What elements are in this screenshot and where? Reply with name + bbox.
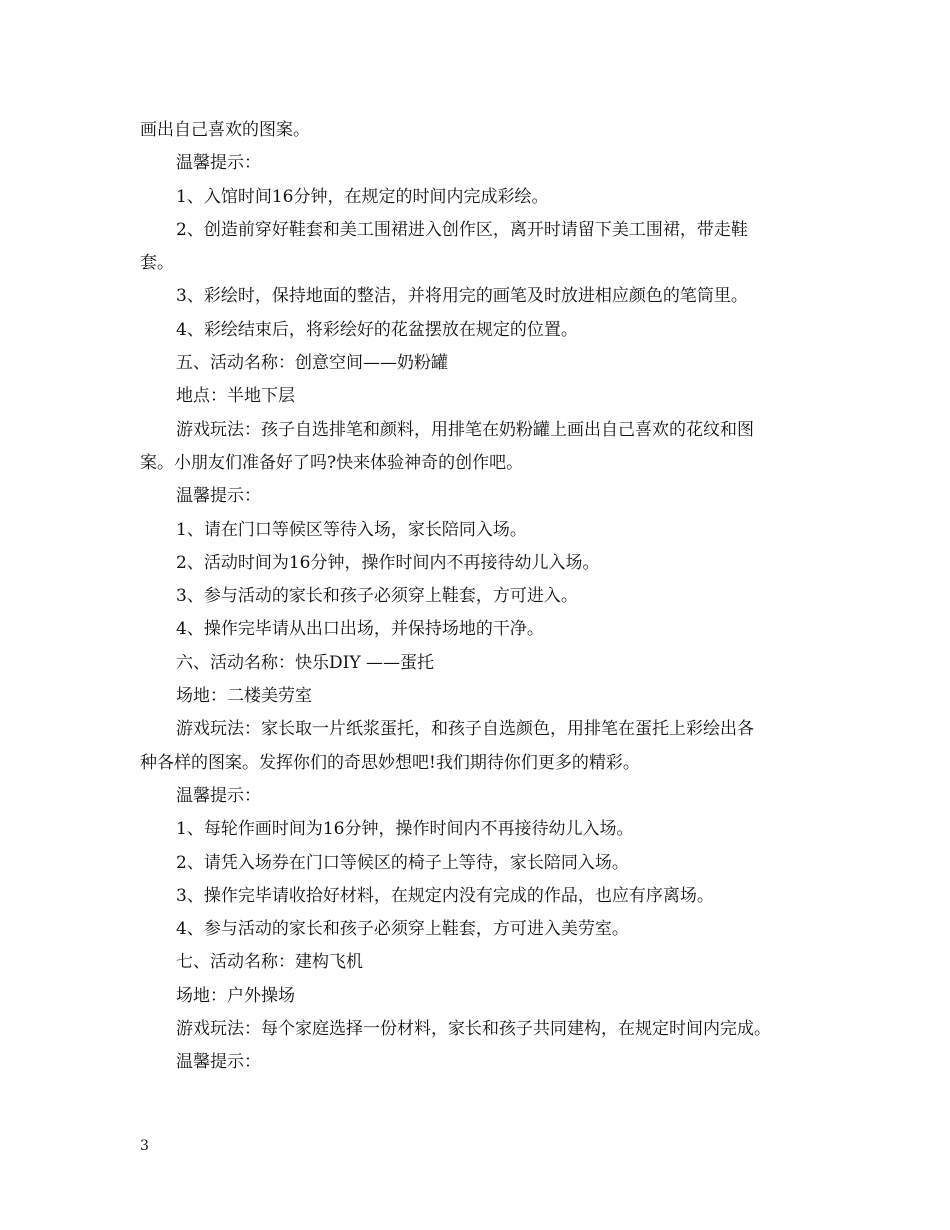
text-line: 五、活动名称：创意空间——奶粉罐 — [176, 353, 448, 374]
text-line: 1、每轮作画时间为16分钟，操作时间内不再接待幼儿入场。 — [176, 819, 634, 840]
text-line: 七、活动名称：建构飞机 — [176, 952, 363, 973]
text-line: 场地：二楼美劳室 — [176, 686, 312, 707]
text-line: 温馨提示： — [176, 1052, 261, 1073]
text-line: 2、创造前穿好鞋套和美工围裙进入创作区，离开时请留下美工围裙，带走鞋 — [176, 219, 748, 240]
text-line: 游戏玩法：家长取一片纸浆蛋托，和孩子自选颜色，用排笔在蛋托上彩绘出各 — [176, 719, 754, 740]
text-line: 种各样的图案。发挥你们的奇思妙想吧!我们期待你们更多的精彩。 — [140, 752, 640, 773]
document-body — [140, 114, 820, 1080]
text-line: 游戏玩法：每个家庭选择一份材料，家长和孩子共同建构，在规定时间内完成。 — [176, 1019, 771, 1040]
text-line: 1、请在门口等候区等待入场，家长陪同入场。 — [176, 519, 527, 540]
text-line: 4、操作完毕请从出口出场，并保持场地的干净。 — [176, 619, 544, 640]
text-line: 温馨提示： — [176, 486, 261, 507]
text-line: 2、活动时间为16分钟，操作时间内不再接待幼儿入场。 — [176, 552, 600, 573]
text-line: 2、请凭入场券在门口等候区的椅子上等待，家长陪同入场。 — [176, 852, 629, 873]
text-line: 3、参与活动的家长和孩子必须穿上鞋套，方可进入。 — [176, 586, 578, 607]
text-line: 游戏玩法：孩子自选排笔和颜料，用排笔在奶粉罐上画出自己喜欢的花纹和图 — [176, 419, 754, 440]
text-line: 1、入馆时间16分钟，在规定的时间内完成彩绘。 — [176, 186, 549, 207]
text-line: 画出自己喜欢的图案。 — [140, 120, 310, 140]
text-line: 地点：半地下层 — [176, 386, 295, 407]
text-line: 3、彩绘时，保持地面的整洁，并将用完的画笔及时放进相应颜色的笔筒里。 — [176, 286, 748, 307]
text-line: 4、参与活动的家长和孩子必须穿上鞋套，方可进入美劳室。 — [176, 919, 629, 940]
text-line: 场地：户外操场 — [176, 985, 295, 1006]
text-line: 六、活动名称：快乐DIY ——蛋托 — [176, 652, 434, 673]
text-line: 4、彩绘结束后，将彩绘好的花盆摆放在规定的位置。 — [176, 319, 578, 340]
text-line: 温馨提示： — [176, 153, 261, 174]
text-line: 案。小朋友们准备好了吗?快来体验神奇的创作吧。 — [140, 452, 524, 473]
text-line: 温馨提示： — [176, 785, 261, 806]
text-line: 套。 — [140, 253, 174, 274]
page-number: 3 — [140, 1138, 149, 1154]
text-line: 3、操作完毕请收拾好材料，在规定内没有完成的作品，也应有序离场。 — [176, 885, 714, 906]
